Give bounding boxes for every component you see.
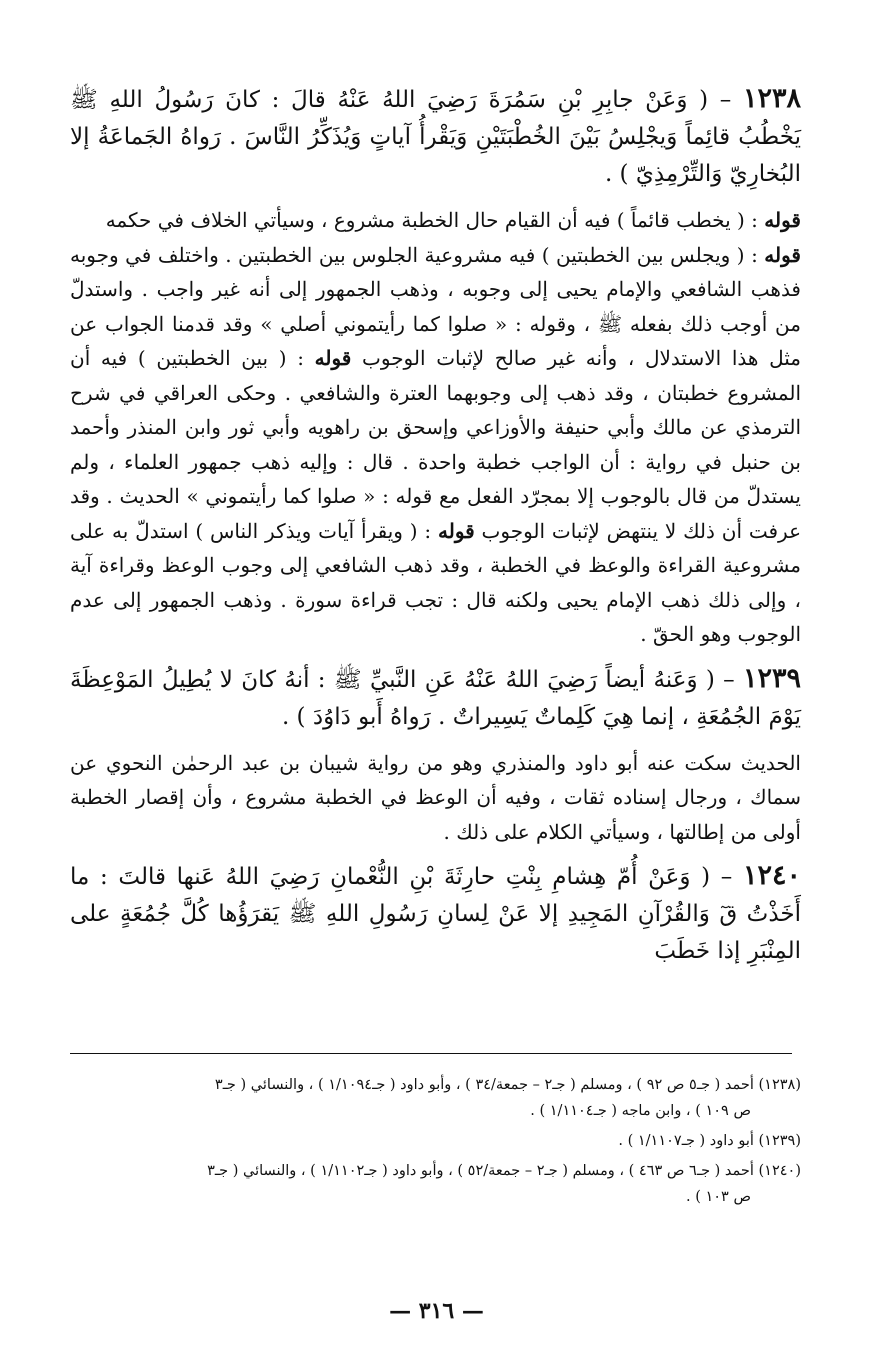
commentary-lead: قوله xyxy=(764,208,801,232)
commentary-text: : ( يخطب قائماً ) فيه أن القيام حال الخطبة مشروع ، وسيأتي الخلاف في حكمه xyxy=(105,208,765,232)
hadith-number: ١٢٣٨ xyxy=(742,83,801,114)
commentary-lead: قوله xyxy=(764,242,801,267)
commentary-paragraph xyxy=(70,203,801,652)
hadith-text: – ( وَعَنهُ أيضاً رَضِيَ اللهُ عَنْهُ عَنِ النَّبيِّ ﷺ : أنهُ كانَ لا يُطِيلُ المَوْعِظَةَ يَوْمَ الجُمُعَةِ ، إنما هِيَ كَلِماتٌ يَسِيراتٌ . رَواهُ أَبو دَاوُدَ ) . xyxy=(70,666,801,730)
hadith-number: ١٢٤٠ xyxy=(742,860,801,891)
page-number: — ٣١٦ — xyxy=(389,1298,484,1324)
hadith-1238 xyxy=(70,80,801,193)
commentary-text: : ( بين الخطبتين ) فيه أن المشروع خطبتان ، وقد ذهب إلى وجوبهما العترة والشافعي . وحكى العراقي في شرح الترمذي عن مالك وأبي حنيفة والأوزاعي وإسحق بن راهويه وأبي ثور وابن المنذر وأحمد بن حنبل في رواية : أن الواجب خطبة واحدة . قال : وإليه ذهب جمهور العلماء ، ولم يستدلّ من قال بالوجوب إلا بمجرّد الفعل مع قوله : « صلوا كما رأيتموني » الحديث . وقد عرفت أن ذلك لا ينتهض لإثبات الوجوب xyxy=(70,346,802,543)
footnote-1238 xyxy=(70,1072,801,1124)
hadith-text: – ( وَعَنْ أُمّ هِشامِ بِنْتِ حارِثَةَ بْنِ النُّعْمانِ رَضِيَ اللهُ عَنها قالتَ : ما أَخَذْتُ قٓ وَالقُرْآنِ المَجِيدِ إلا عَنْ لِسانِ رَسُولِ اللهِ ﷺ يَقرَؤُها كُلَّ جُمُعَةٍ على المِنْبَرِ إذا خَطَبَ xyxy=(70,864,801,964)
hadith-1240 xyxy=(70,857,801,970)
footnote-divider xyxy=(70,1053,792,1054)
commentary-lead: قوله xyxy=(438,518,475,543)
commentary-text: : ( ويجلس بين الخطبتين ) فيه مشروعية الجلوس بين الخطبتين . واختلف في وجوبه فذهب الشافعي والإمام يحيى إلى وجوبه ، وذهب الجمهور إلى أنه غير واجب . واستدلّ من أوجب ذلك بفعله ﷺ ، وقوله : « صلوا كما رأيتموني أصلي » وقد قدمنا الجواب عن مثل هذا الاستدلال ، وأنه غير صالح لإثبات الوجوب xyxy=(70,242,801,370)
hadith-number: ١٢٣٩ xyxy=(742,662,801,694)
footnote-1239: (١٢٣٩) أبو داود ( جـ١/١١٠٧ ) . xyxy=(618,1133,801,1149)
footnote-text: ص ١٠٣ ) . xyxy=(686,1189,751,1205)
commentary-text: : ( ويقرأ آيات ويذكر الناس ) استدلّ به على مشروعية القراءة والوعظ في الخطبة ، وقد ذهب الشافعي إلى وجوب الوعظ وقراءة آية ، وإلى ذلك ذهب الإمام يحيى ولكنه قال : تجب قراءة سورة . وذهب الجمهور إلى عدم الوجوب وهو الحقّ . xyxy=(70,518,801,646)
footnotes xyxy=(70,1072,801,1214)
commentary-lead: قوله xyxy=(314,346,352,370)
hadith-text: – ( وَعَنْ جابِرِ بْنِ سَمُرَةَ رَضِيَ اللهُ عَنْهُ قالَ : كانَ رَسُولُ اللهِ ﷺ يَخْطُبُ قائِماً وَيجْلِسُ بَيْنَ الخُطْبَتَيْنِ وَيَقْرأُ آياتٍ وَيُذَكِّرُ النَّاسَ . رَواهُ الجَماعَةُ إلا البُخارِيّ وَالتِّرْمِذِيّ ) . xyxy=(70,87,801,187)
commentary-paragraph: الحديث سكت عنه أبو داود والمنذري وهو من رواية شيبان بن عبد الرحمٰن النحوي عن سماك ، ورجال إسناده ثقات ، وفيه أن الوعظ في الخطبة مشروع ، وأن إقصار الخطبة أولى من إطالتها ، وسيأتي الكلام على ذلك . xyxy=(70,750,801,844)
footnote-text: (١٢٣٨) أحمد ( جـ٥ ص ٩٢ ) ، ومسلم ( جـ٢ – جمعة/٣٤ ) ، وأبو داود ( جـ١/١٠٩٤ ) ، والنسائي ( جـ٣ xyxy=(214,1077,801,1093)
footnote-text: ص ١٠٩ ) ، وابن ماجه ( جـ١/١١٠٤ ) . xyxy=(530,1103,751,1119)
footnote-1240 xyxy=(70,1158,801,1210)
hadith-1239 xyxy=(70,660,801,736)
footnote-text: (١٢٤٠) أحمد ( جـ٦ ص ٤٦٣ ) ، ومسلم ( جـ٢ – جمعة/٥٢ ) ، وأبو داود ( جـ١/١١٠٢ ) ، والنسائي ( جـ٣ xyxy=(207,1163,801,1179)
